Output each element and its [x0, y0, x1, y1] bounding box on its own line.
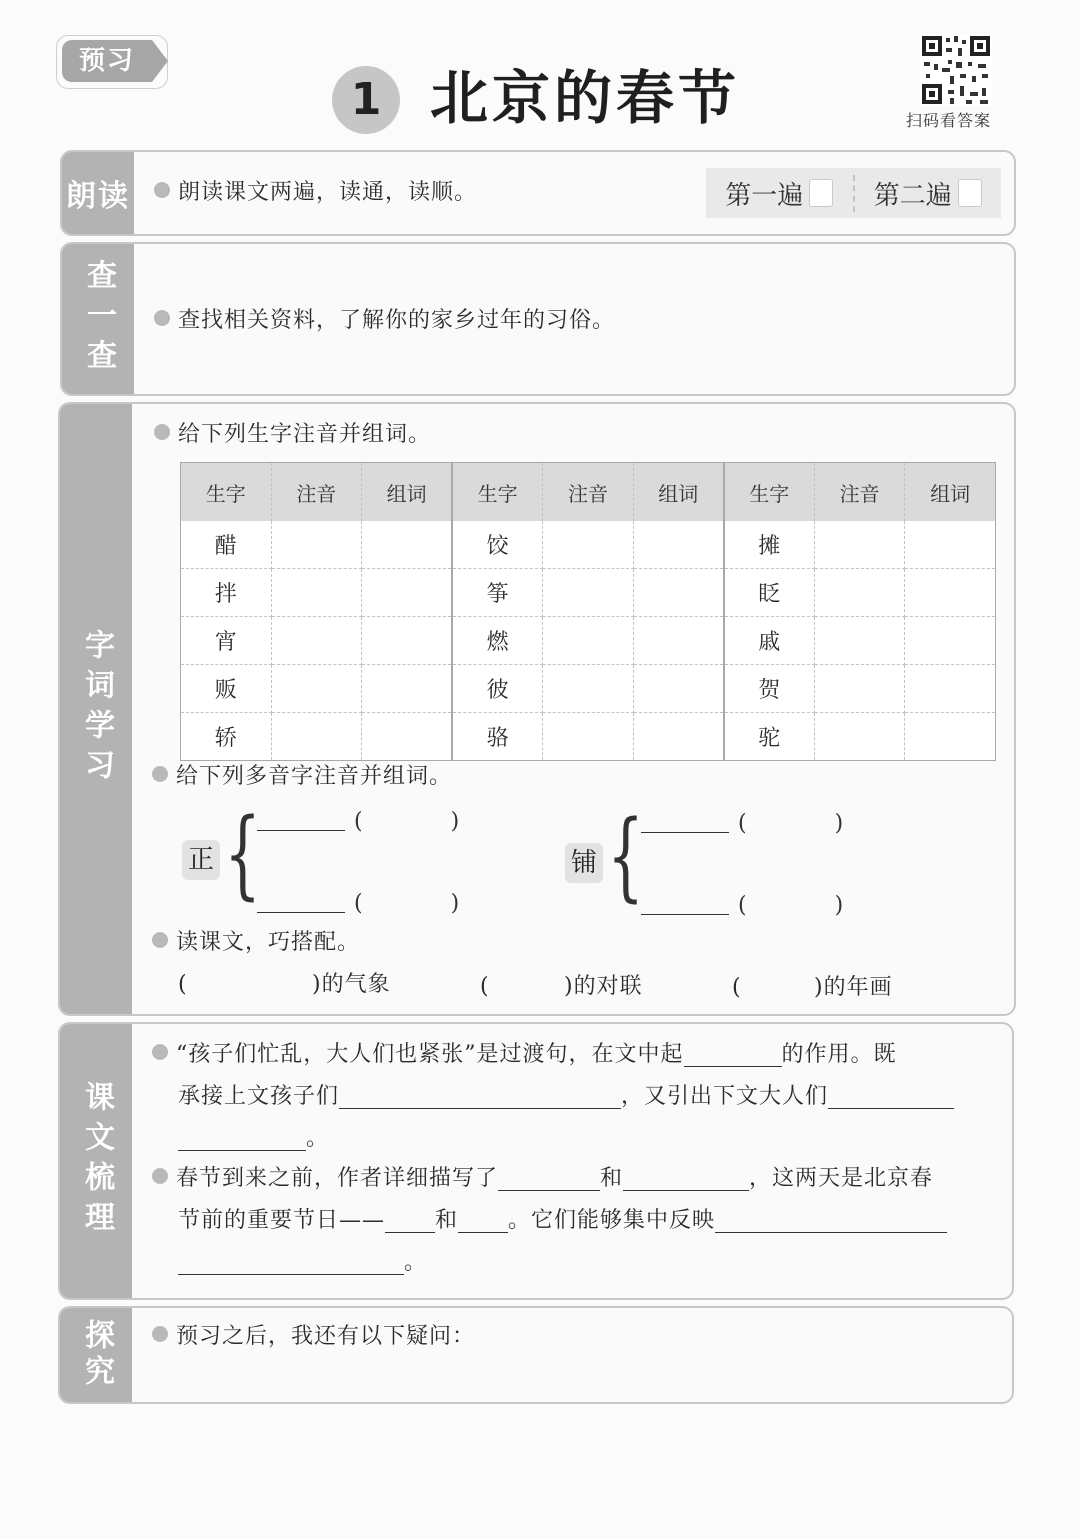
first-pass-checkbox[interactable]: [809, 179, 833, 207]
char-cell: 燃: [452, 617, 543, 665]
outline-q1-line2: 承接上文孩子们 ，又引出下文大人们: [178, 1076, 954, 1118]
vocab-instruction-1: 给下列生字注音并组词。: [154, 414, 431, 456]
outline-q1-line1: “孩子们忙乱，大人们也紧张”是过渡句，在文中起 的作用。既: [152, 1034, 897, 1076]
blank-input[interactable]: [684, 1038, 782, 1067]
char-cell: 戚: [724, 617, 815, 665]
qr-caption: 扫码看答案: [906, 111, 992, 130]
char-cell: 贩: [181, 665, 272, 713]
vocab-label: 字词学习: [60, 404, 132, 1014]
blank-input[interactable]: [498, 1162, 600, 1191]
pinyin-cell[interactable]: [543, 713, 634, 761]
table-row: [181, 665, 996, 713]
blank-input[interactable]: [641, 914, 729, 915]
pinyin-paren[interactable]: ( ): [738, 811, 844, 836]
char-cell: 彼: [452, 665, 543, 713]
pinyin-cell[interactable]: [543, 665, 634, 713]
word-cell[interactable]: [905, 617, 996, 665]
match-item-1: )的气象: [312, 972, 391, 997]
char-cell: 轿: [181, 713, 272, 761]
character-table: [180, 462, 996, 761]
table-header: 生字: [452, 463, 543, 522]
blank-input[interactable]: [458, 1204, 508, 1233]
research-label: 查一查: [62, 244, 134, 394]
pinyin-cell[interactable]: [814, 713, 905, 761]
table-header-row: [181, 463, 996, 522]
table-header: 组词: [362, 463, 453, 522]
polyphone-char-1: 正: [182, 840, 220, 880]
char-cell: 拌: [181, 569, 272, 617]
polyphone-char-2: 铺: [565, 843, 603, 883]
word-cell[interactable]: [905, 569, 996, 617]
first-pass: 第一遍: [706, 175, 853, 212]
bullet-icon: [154, 310, 170, 326]
pinyin-cell[interactable]: [543, 569, 634, 617]
blank-input[interactable]: [641, 832, 729, 833]
word-cell[interactable]: [633, 617, 724, 665]
word-cell[interactable]: [362, 713, 453, 761]
bullet-icon: [154, 182, 170, 198]
pinyin-cell[interactable]: [271, 569, 362, 617]
char-cell: 驼: [724, 713, 815, 761]
char-cell: 眨: [724, 569, 815, 617]
char-cell: 饺: [452, 521, 543, 569]
match-open-1[interactable]: (: [178, 972, 188, 997]
word-cell[interactable]: [905, 521, 996, 569]
match-item-2: )的对联: [564, 974, 643, 999]
word-cell[interactable]: [362, 665, 453, 713]
char-cell: 筝: [452, 569, 543, 617]
blank-input[interactable]: [623, 1162, 749, 1191]
bullet-icon: [152, 1326, 168, 1342]
char-cell: 贺: [724, 665, 815, 713]
pinyin-cell[interactable]: [814, 521, 905, 569]
bullet-icon: [154, 424, 170, 440]
blank-input[interactable]: [715, 1204, 947, 1233]
bullet-icon: [152, 1168, 168, 1184]
table-row: [181, 521, 996, 569]
second-pass: 第二遍: [853, 175, 1002, 212]
char-cell: 宵: [181, 617, 272, 665]
blank-input[interactable]: [257, 912, 345, 913]
reading-label: 朗读: [62, 152, 134, 234]
blank-input[interactable]: [257, 830, 345, 831]
table-header: 组词: [905, 463, 996, 522]
reading-passes: [706, 168, 1001, 218]
pinyin-cell[interactable]: [543, 521, 634, 569]
outline-q2-line3: 。: [178, 1242, 427, 1284]
explore-label: 探究: [60, 1308, 132, 1402]
pinyin-cell[interactable]: [271, 665, 362, 713]
reading-section: [60, 150, 1016, 236]
second-pass-checkbox[interactable]: [958, 179, 982, 207]
pinyin-paren[interactable]: ( ): [354, 891, 460, 916]
word-cell[interactable]: [633, 665, 724, 713]
outline-q2-line1: 春节到来之前，作者详细描写了 和 ，这两天是北京春: [152, 1158, 933, 1200]
char-cell: 醋: [181, 521, 272, 569]
bullet-icon: [152, 1044, 168, 1060]
reading-instruction: 朗读课文两遍，读通，读顺。: [154, 172, 477, 214]
explore-section: [58, 1306, 1014, 1404]
word-cell[interactable]: [633, 521, 724, 569]
brace-icon: {: [224, 798, 261, 910]
pinyin-cell[interactable]: [543, 617, 634, 665]
pinyin-paren[interactable]: ( ): [354, 809, 460, 834]
explore-instruction: 预习之后，我还有以下疑问：: [152, 1316, 475, 1358]
table-row: [181, 713, 996, 761]
pinyin-cell[interactable]: [814, 617, 905, 665]
table-header: 注音: [543, 463, 634, 522]
qr-code-icon[interactable]: [920, 34, 992, 106]
bullet-icon: [152, 766, 168, 782]
word-cell[interactable]: [362, 569, 453, 617]
table-header: 组词: [633, 463, 724, 522]
match-item-3: )的年画: [814, 975, 893, 1000]
blank-input[interactable]: [178, 1122, 306, 1151]
pinyin-cell[interactable]: [271, 521, 362, 569]
bullet-icon: [152, 932, 168, 948]
word-cell[interactable]: [362, 521, 453, 569]
table-row: [181, 569, 996, 617]
word-cell[interactable]: [905, 665, 996, 713]
blank-input[interactable]: [385, 1204, 435, 1233]
word-cell[interactable]: [905, 713, 996, 761]
outline-q2-line2: 节前的重要节日—— 和 。它们能够集中反映: [178, 1200, 947, 1242]
lesson-number: 1: [332, 66, 400, 134]
table-header: 注音: [271, 463, 362, 522]
char-cell: 骆: [452, 713, 543, 761]
pinyin-paren[interactable]: ( ): [738, 893, 844, 918]
table-header: 生字: [724, 463, 815, 522]
word-cell[interactable]: [362, 617, 453, 665]
preview-tag: 预习: [62, 40, 152, 82]
table-row: [181, 617, 996, 665]
blank-input[interactable]: [828, 1080, 954, 1109]
table-header: 生字: [181, 463, 272, 522]
vocab-instruction-3: 读课文，巧搭配。: [152, 922, 360, 964]
table-header: 注音: [814, 463, 905, 522]
pinyin-cell[interactable]: [814, 665, 905, 713]
research-instruction: 查找相关资料，了解你的家乡过年的习俗。: [154, 300, 615, 342]
research-section: [60, 242, 1016, 396]
pinyin-cell[interactable]: [271, 713, 362, 761]
match-open-3[interactable]: (: [732, 975, 742, 1000]
word-cell[interactable]: [633, 713, 724, 761]
pinyin-cell[interactable]: [271, 617, 362, 665]
blank-input[interactable]: [178, 1246, 404, 1275]
outline-q1-line3: 。: [178, 1118, 329, 1160]
word-cell[interactable]: [633, 569, 724, 617]
blank-input[interactable]: [339, 1080, 621, 1109]
char-cell: 摊: [724, 521, 815, 569]
pinyin-cell[interactable]: [814, 569, 905, 617]
match-open-2[interactable]: (: [480, 974, 490, 999]
lesson-title: 北京的春节: [430, 64, 741, 132]
brace-icon: {: [607, 800, 644, 912]
vocab-instruction-2: 给下列多音字注音并组词。: [152, 756, 452, 798]
outline-label: 课文梳理: [60, 1024, 132, 1298]
